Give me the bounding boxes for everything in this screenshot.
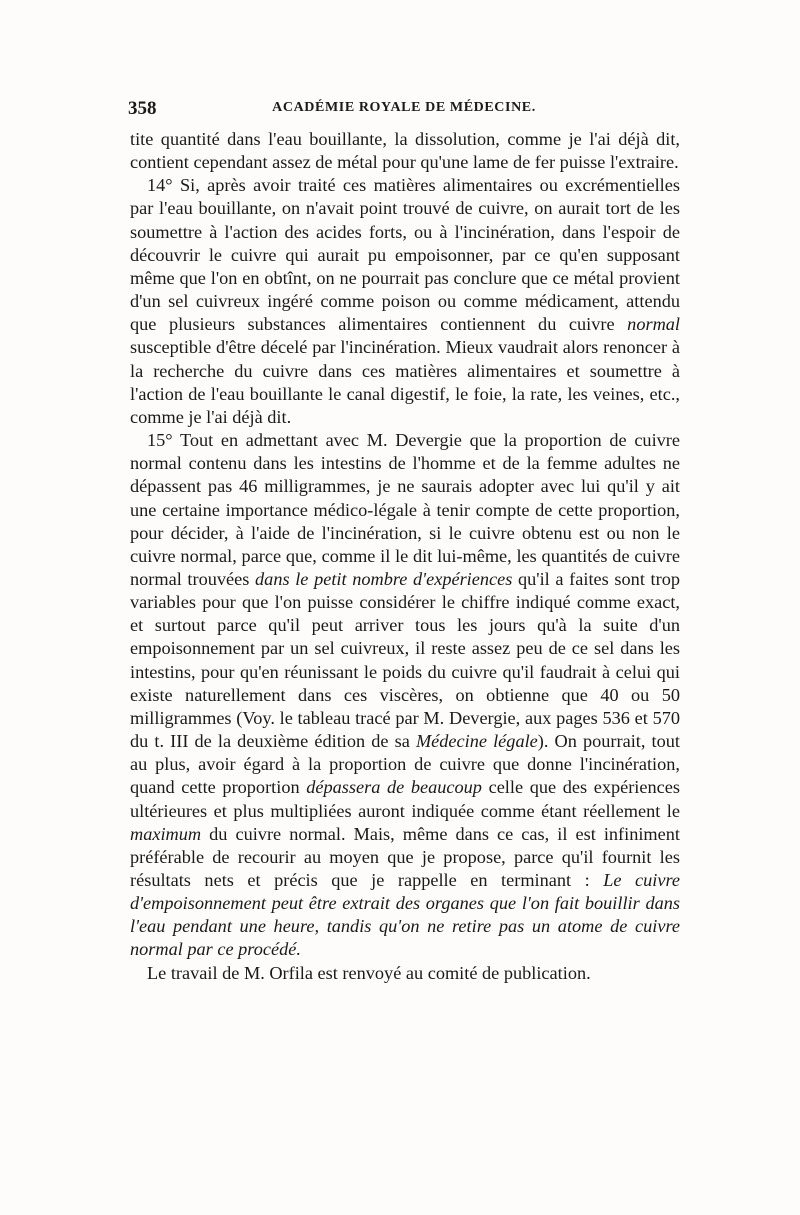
paragraph [130,128,680,174]
text-run: ). On pourrait, tout au plus, avoir égard à la proportion de cuivre que donne l'incinération, quand cette proportion [130,731,680,798]
text-run: Le travail de M. Orfila est renvoyé au comité de publication. [147,962,591,983]
body-text [130,128,680,985]
paragraph [130,962,680,985]
italic-text: normal [627,314,680,335]
italic-text: Le cuivre d'empoisonnement peut être extrait des organes que l'on fait bouillir dans l'eau pendant une heure, tandis qu'on ne retire pas un atome de cuivre normal par ce procédé. [130,870,680,960]
text-run: susceptible d'être décelé par l'incinération. Mieux vaudrait alors renoncer à la recherche du cuivre dans ces matières alimentaires et soumettre à l'action de l'eau bouillante le canal digestif, le foie, la rate, les veines, etc., comme je l'ai déjà dit. [130,337,680,427]
page-header [128,98,680,122]
page-number: 358 [128,98,157,119]
paragraph [130,429,680,962]
italic-text: dépassera de beaucoup [306,777,482,798]
italic-text: maximum [130,823,202,844]
text-run: celle que des expériences ultérieures et plus multipliées auront indiquée comme étant réellement le [130,777,680,821]
text-run: 15° Tout en admettant avec M. Devergie que la proportion de cuivre normal contenu dans les intestins de l'homme et de la femme adultes ne dépassent pas 46 milligrammes, je ne saurais adopter avec lui qu'il y ait une certaine importance médico-légale à tenir compte de cette proportion, pour décider, à l'aide de l'incinération, si le cuivre obtenu est ou non le cuivre normal, parce que, comme il le dit lui-même, les quantités de cuivre normal trouvées [130,430,680,589]
text-run: 14° Si, après avoir traité ces matières alimentaires ou excrémentielles par l'eau bouillante, on n'avait point trouvé de cuivre, on aurait tort de les soumettre à l'action des acides forts, ou à l'incinération, dans l'espoir de découvrir le cuivre qui aurait pu empoisonner, par ce qu'en supposant même que l'on en obtînt, on ne pourrait pas conclure que ce métal provient d'un sel cuivreux ingéré comme poison ou comme médicament, attendu que plusieurs substances alimentaires contiennent du cuivre [130,175,680,335]
running-head: ACADÉMIE ROYALE DE MÉDECINE. [272,100,536,115]
italic-text: Médecine légale [415,731,538,752]
paragraph [130,174,680,429]
text-run: qu'il a faites sont trop variables pour que l'on puisse considérer le chiffre indiqué comme exact, et surtout parce qu'il peut arriver tous les jours qu'à la suite d'un empoisonnement par un sel cuivreux, il reste assez peu de ce sel dans les intestins, pour qu'en réunissant le poids du cuivre qu'il faudrait à celui qui existe naturellement dans ces viscères, on obtienne que 40 ou 50 milligrammes (Voy. le tableau tracé par M. Devergie, aux pages 536 et 570 du t. III de la deuxième édition de sa [130,568,680,752]
text-run: du cuivre normal. Mais, même dans ce cas, il est infiniment préférable de recourir au moyen que je propose, parce qu'il fournit les résultats nets et précis que je rappelle en terminant : [130,823,680,890]
italic-text: dans le petit nombre d'expériences [255,568,513,589]
text-run: tite quantité dans l'eau bouillante, la dissolution, comme je l'ai déjà dit, contient cependant assez de métal pour qu'une lame de fer puisse l'extraire. [130,129,680,173]
